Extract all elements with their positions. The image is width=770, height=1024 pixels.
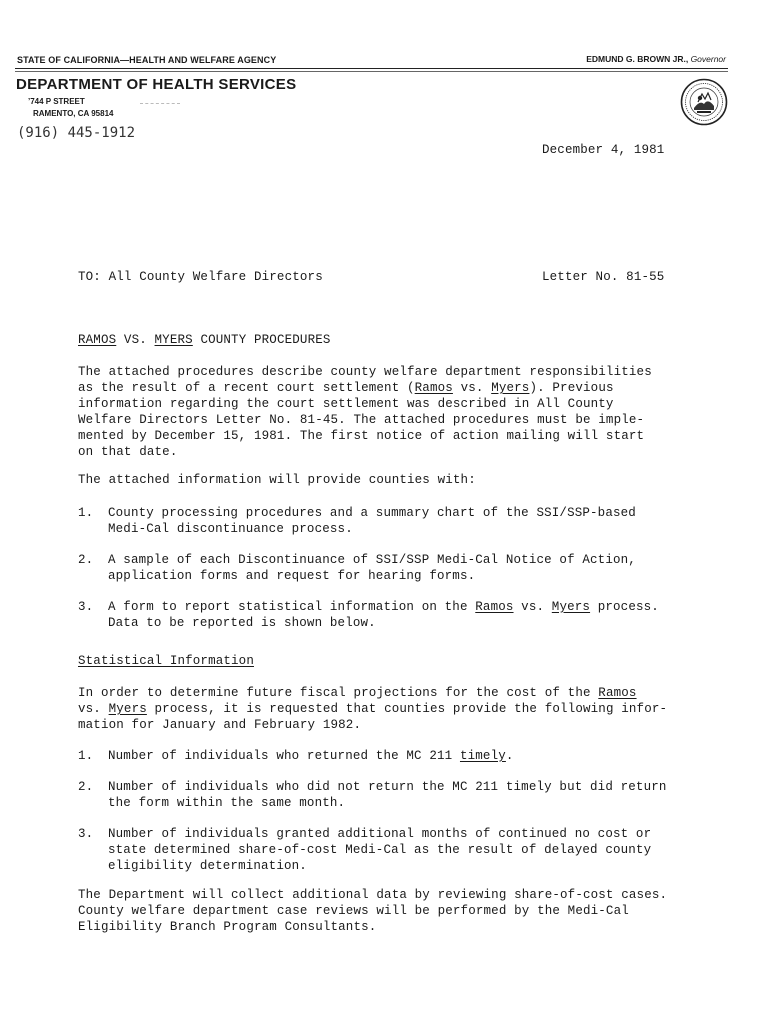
- subject-ramos: RAMOS: [78, 333, 117, 347]
- list-line: state determined share-of-cost Medi-Cal as the result of delayed county: [108, 843, 652, 857]
- list-text-part: .: [505, 749, 514, 763]
- subject-line: [78, 333, 331, 347]
- list-number: 1.: [78, 749, 94, 763]
- intro-line: information regarding the court settlement was described in All County: [78, 397, 614, 411]
- list-text-part: A form to report statistical information on the: [108, 600, 476, 614]
- list-text-part: process.: [590, 600, 659, 614]
- list-ramos: Ramos: [475, 600, 514, 614]
- list-line: Number of individuals granted additional months of continued no cost or: [108, 827, 652, 841]
- list-text: [108, 552, 636, 584]
- intro-text: as the result of a recent court settlement (: [78, 381, 415, 395]
- subject-rest: COUNTY PROCEDURES: [192, 333, 331, 347]
- stat-intro-text: vs.: [78, 702, 109, 716]
- list-number: 3.: [78, 600, 94, 614]
- agency-header: STATE OF CALIFORNIA—HEALTH AND WELFARE AGENCY: [17, 55, 277, 65]
- stat-intro-paragraph: [78, 685, 667, 733]
- provide-intro: The attached information will provide counties with:: [78, 473, 476, 487]
- intro-paragraph: [78, 364, 652, 460]
- intro-text: vs.: [452, 381, 492, 395]
- stat-intro-line: [78, 701, 667, 717]
- intro-text: ). Previous: [529, 381, 614, 395]
- intro-line: [78, 380, 652, 396]
- header-rule-thin: [15, 71, 728, 72]
- city-address: RAMENTO, CA 95814: [33, 109, 114, 118]
- intro-ramos: Ramos: [414, 381, 453, 395]
- state-seal-icon: [680, 78, 728, 126]
- subject-vs: VS.: [116, 333, 155, 347]
- list-line: [108, 599, 659, 615]
- stat-intro-text: process, it is requested that counties provide the following infor-: [146, 702, 668, 716]
- addressee-line: TO: All County Welfare Directors: [78, 270, 323, 284]
- list-text-part: Number of individuals who returned the MC 211: [108, 749, 460, 763]
- faint-mark: [140, 103, 180, 104]
- list-line: the form within the same month.: [108, 796, 346, 810]
- list-number: 2.: [78, 553, 94, 567]
- governor-title: Governor: [690, 54, 726, 64]
- department-name: DEPARTMENT OF HEALTH SERVICES: [16, 76, 297, 93]
- list-line: Number of individuals who did not return the MC 211 timely but did return: [108, 780, 667, 794]
- intro-line: The attached procedures describe county welfare department responsibilities: [78, 365, 652, 379]
- list-line: application forms and request for hearing forms.: [108, 569, 476, 583]
- intro-line: mented by December 15, 1981. The first notice of action mailing will start: [78, 429, 645, 443]
- intro-line: on that date.: [78, 445, 178, 459]
- list-text: [108, 505, 636, 537]
- list-line: A sample of each Discontinuance of SSI/SSP Medi-Cal Notice of Action,: [108, 553, 636, 567]
- closing-line: The Department will collect additional data by reviewing share-of-cost cases.: [78, 888, 668, 902]
- stat-intro-line: [78, 685, 667, 701]
- stat-intro-myers: Myers: [108, 702, 147, 716]
- list-number: 2.: [78, 780, 94, 794]
- stat-intro-text: In order to determine future fiscal projections for the cost of the: [78, 686, 599, 700]
- stat-intro-line: mation for January and February 1982.: [78, 718, 362, 732]
- intro-myers: Myers: [491, 381, 530, 395]
- closing-line: Eligibility Branch Program Consultants.: [78, 920, 377, 934]
- list-myers: Myers: [551, 600, 591, 614]
- street-address: ’744 P STREET: [28, 97, 85, 106]
- letter-date: December 4, 1981: [542, 143, 665, 157]
- section-heading: Statistical Information: [78, 654, 254, 668]
- closing-line: County welfare department case reviews will be performed by the Medi-Cal: [78, 904, 629, 918]
- intro-line: Welfare Directors Letter No. 81-45. The attached procedures must be imple-: [78, 413, 645, 427]
- subject-myers: MYERS: [154, 333, 193, 347]
- list-line: Medi-Cal discontinuance process.: [108, 522, 353, 536]
- closing-paragraph: [78, 887, 667, 935]
- governor-line: [586, 54, 726, 64]
- timely-underlined: timely: [459, 749, 506, 763]
- list-line: eligibility determination.: [108, 859, 307, 873]
- stat-intro-ramos: Ramos: [598, 686, 637, 700]
- list-text: [108, 599, 659, 631]
- list-text: [108, 748, 514, 764]
- governor-name: EDMUND G. BROWN JR.,: [586, 54, 689, 64]
- header-rule: [15, 68, 728, 69]
- list-number: 1.: [78, 506, 94, 520]
- letter-number: Letter No. 81-55: [542, 270, 665, 284]
- list-line: Data to be reported is shown below.: [108, 616, 376, 630]
- phone-number: (916) 445-1912: [17, 125, 136, 141]
- list-number: 3.: [78, 827, 94, 841]
- list-line: County processing procedures and a summary chart of the SSI/SSP-based: [108, 506, 636, 520]
- list-text: [108, 826, 651, 874]
- list-text: [108, 779, 667, 811]
- list-text-part: vs.: [513, 600, 552, 614]
